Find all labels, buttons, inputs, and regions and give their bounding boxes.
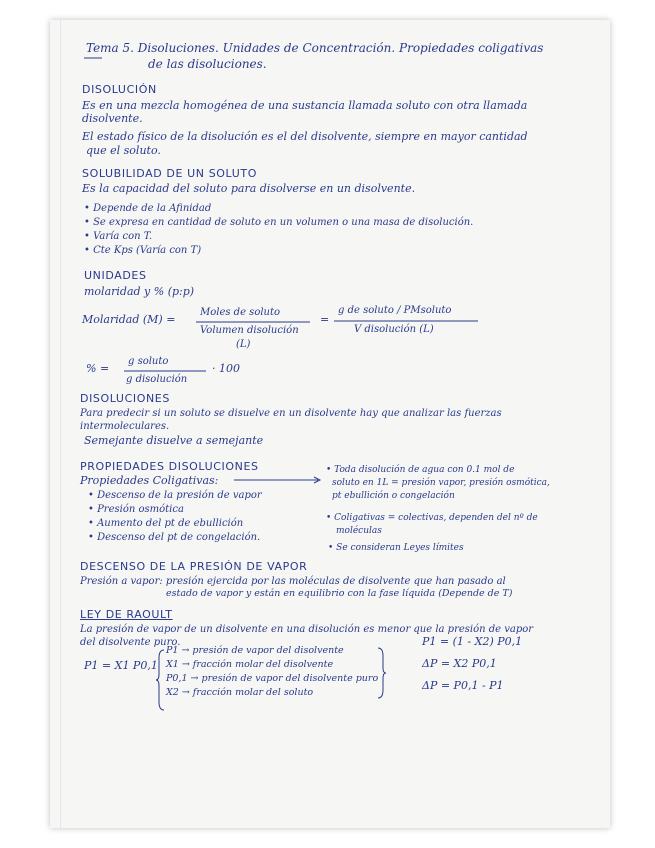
raoult-heading: LEY DE RAOULT (80, 608, 173, 621)
disolucion-heading: DISOLUCIÓN (82, 83, 157, 96)
right-note-1b: soluto en 1L = presión vapor, presión osmótica, (332, 478, 550, 488)
disolucion-p1a: Es en una mezcla homogénea de una sustancia llamada soluto con otra llamada (82, 99, 528, 112)
propiedades-sub: Propiedades Coligativas: (80, 474, 219, 487)
frac2-line (334, 319, 480, 323)
frac3-line (124, 369, 208, 373)
unidades-heading: UNIDADES (84, 269, 147, 282)
raoult-def-3: P0,1 → presión de vapor del disolvente puro (166, 673, 379, 684)
raoult-p1b: del disolvente puro. (80, 637, 181, 648)
descenso-line-2: estado de vapor y están en equilibrio con la fase líquida (Depende de T) (166, 588, 513, 599)
notebook-page (50, 20, 610, 828)
solubilidad-bullet-3: • Varía con T. (84, 231, 153, 242)
disoluciones-p1a: Para predecir si un soluto se disuelve en un disolvente hay que analizar las fuerzas (80, 408, 502, 419)
frac1-numerator: Moles de soluto (200, 307, 281, 318)
coligativa-bullet-2: • Presión osmótica (88, 504, 184, 515)
coligativa-bullet-1: • Descenso de la presión de vapor (88, 490, 262, 501)
title-line-1: Tema 5. Disoluciones. Unidades de Concentración. Propiedades coligativas (86, 41, 544, 55)
raoult-p1a: La presión de vapor de un disolvente en una disolución es menor que la presión de vapor (80, 624, 534, 635)
right-note-1a: • Toda disolución de agua con 0.1 mol de (326, 465, 515, 475)
solubilidad-bullet-4: • Cte Kps (Varía con T) (84, 245, 202, 256)
molaridad-label: Molaridad (M) = (82, 313, 176, 326)
frac3-numerator: g soluto (128, 356, 169, 367)
arrow-to-right-notes (234, 476, 324, 484)
disoluciones-p1b: intermoleculares. (80, 421, 170, 432)
solubilidad-bullet-1: • Depende de la Afinidad (84, 203, 212, 214)
disoluciones-heading: DISOLUCIONES (80, 392, 170, 405)
disolucion-p2b: que el soluto. (86, 144, 161, 157)
frac3-denominator: g disolución (126, 374, 188, 385)
coligativa-bullet-4: • Descenso del pt de congelación. (88, 532, 261, 543)
pct-tail: · 100 (212, 362, 240, 375)
solubilidad-def: Es la capacidad del soluto para disolverse en un disolvente. (82, 182, 416, 195)
disolucion-p1b: disolvente. (82, 112, 143, 125)
propiedades-heading: PROPIEDADES DISOLUCIONES (80, 460, 259, 473)
frac2-numerator: g de soluto / PMsoluto (338, 305, 452, 316)
frac1-unit: (L) (236, 339, 251, 350)
raoult-formula: P1 = X1 P0,1 (84, 659, 158, 672)
right-note-2a: • Coligativas = colectivas, dependen del nº de (326, 513, 538, 523)
right-note-3: • Se consideran Leyes límites (328, 543, 464, 553)
title-underline (84, 56, 104, 60)
raoult-def-1: P1 → presión de vapor del disolvente (166, 645, 344, 656)
margin-line (60, 20, 61, 828)
raoult-right-1: P1 = (1 - X2) P0,1 (422, 635, 523, 648)
raoult-right-2: ΔP = X2 P0,1 (422, 657, 497, 670)
disoluciones-p2: Semejante disuelve a semejante (84, 434, 264, 447)
unidades-sub: molaridad y % (p:p) (84, 285, 195, 298)
solubilidad-bullet-2: • Se expresa en cantidad de soluto en un volumen o una masa de disolución. (84, 217, 474, 228)
raoult-right-3: ΔP = P0,1 - P1 (422, 679, 504, 692)
right-note-2b: moléculas (336, 526, 382, 536)
raoult-def-2: X1 → fracción molar del disolvente (166, 659, 334, 670)
descenso-heading: DESCENSO DE LA PRESIÓN DE VAPOR (80, 560, 308, 573)
raoult-def-4: X2 → fracción molar del soluto (166, 687, 314, 698)
title-line-2: de las disoluciones. (148, 57, 267, 71)
right-brace (376, 646, 386, 700)
frac2-denominator: V disolución (L) (354, 324, 434, 335)
descenso-line-1: Presión a vapor: presión ejercida por las moléculas de disolvente que han pasado al (80, 576, 506, 587)
frac1-line (196, 320, 312, 324)
solubilidad-heading: SOLUBILIDAD DE UN SOLUTO (82, 167, 257, 180)
coligativa-bullet-3: • Aumento del pt de ebullición (88, 518, 244, 529)
right-note-1c: pt ebullición o congelación (332, 491, 455, 501)
left-brace (156, 648, 166, 712)
disolucion-p2a: El estado físico de la disolución es el del disolvente, siempre en mayor cantidad (82, 130, 528, 143)
pct-label: % = (86, 362, 110, 375)
frac1-denominator: Volumen disolución (200, 325, 299, 336)
eq-sign-2: = (320, 313, 330, 326)
